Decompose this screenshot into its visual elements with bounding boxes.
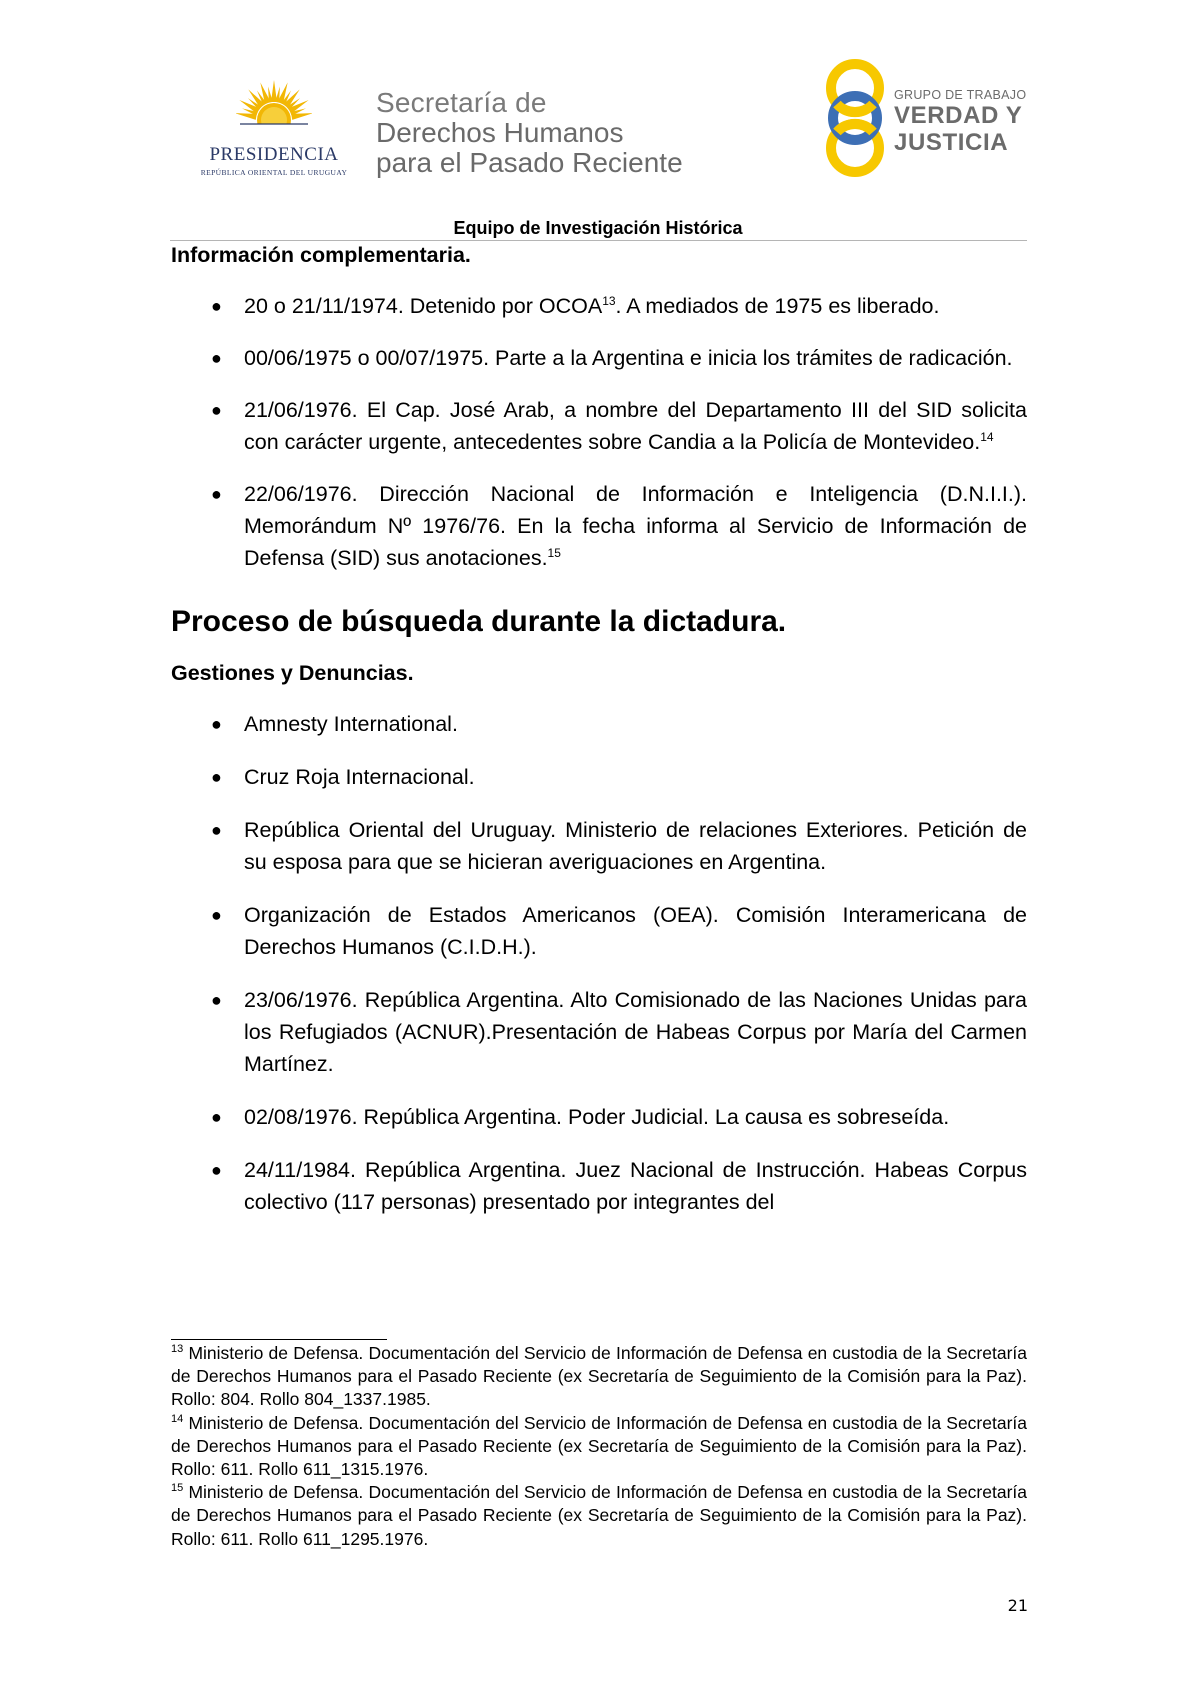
page-content <box>171 240 1027 1218</box>
list-item: ● 02/08/1976. República Argentina. Poder Judicial. La causa es sobreseída. <box>171 1101 1027 1133</box>
footnote-divider <box>171 1339 387 1340</box>
section-heading-info: Información complementaria. <box>171 243 471 267</box>
bullet-icon: ● <box>211 1160 222 1180</box>
presidencia-wordmark: PRESIDENCIA <box>209 144 339 165</box>
footnote-13: $^{13}$ Ministerio de Defensa. Documentación del Servicio de Información de Defensa en custodia de la Secretaría de Derechos Humanos para el Pasado Reciente (ex Secretaría de Seguimiento de la Comisión para la Paz). Rollo: 804. Rollo 804_1337.1985. <box>171 1343 1027 1410</box>
team-title: Equipo de Investigación Histórica <box>453 218 743 238</box>
secretaria-title <box>376 88 683 178</box>
bullet-icon: ● <box>211 820 222 840</box>
grupo-trabajo-line-1: GRUPO DE TRABAJO <box>894 88 1027 102</box>
bullet-icon: ● <box>211 1107 222 1127</box>
grupo-trabajo-text <box>894 88 1026 156</box>
bullet-icon: ● <box>211 484 222 504</box>
bullet-icon: ● <box>211 905 222 925</box>
section-title-busqueda: Proceso de búsqueda durante la dictadura. <box>171 605 787 638</box>
list-item: ● Amnesty International. <box>171 708 1027 740</box>
info-list <box>171 290 1027 574</box>
secretaria-line-1: Secretaría de <box>376 87 547 118</box>
list-item: ● Organización de Estados Americanos (OEA). Comisión Interamericana de Derechos Humanos (C.I.D.H.). <box>171 899 1027 963</box>
bullet-icon: ● <box>211 348 222 368</box>
list-item: ● Cruz Roja Internacional. <box>171 761 1027 793</box>
grupo-trabajo-line-3: JUSTICIA <box>894 129 1009 156</box>
section-heading-gestiones: Gestiones y Denuncias. <box>171 661 414 685</box>
page-number: 21 <box>1007 1596 1028 1615</box>
list-item: ● 24/11/1984. República Argentina. Juez Nacional de Instrucción. Habeas Corpus colectivo (117 personas) presentado por integrantes del <box>171 1154 1027 1218</box>
footnote-14: $^{14}$ Ministerio de Defensa. Documentación del Servicio de Información de Defensa en custodia de la Secretaría de Derechos Humanos para el Pasado Reciente (ex Secretaría de Seguimiento de la Comisión para la Paz). Rollo: 611. Rollo 611_1315.1976. <box>171 1412 1027 1480</box>
footnotes <box>171 1342 1027 1551</box>
bullet-icon: ● <box>211 296 222 316</box>
list-item: ● 21/06/1976. El Cap. José Arab, a nombre del Departamento III del SID solicita con carácter urgente, antecedentes sobre Candia a la Policía de Montevideo.$^{14}$ <box>171 394 1027 458</box>
republica-wordmark: REPÚBLICA ORIENTAL DEL URUGUAY <box>200 168 348 177</box>
gestiones-list <box>171 708 1027 1218</box>
list-item: ● 20 o 21/11/1974. Detenido por OCOA$^{13}$. A mediados de 1975 es liberado. <box>171 290 1027 322</box>
sun-emblem-icon <box>236 78 312 148</box>
list-item: ● 00/06/1975 o 00/07/1975. Parte a la Argentina e inicia los trámites de radicación. <box>171 342 1027 374</box>
list-item: ● República Oriental del Uruguay. Ministerio de relaciones Exteriores. Petición de su esposa para que se hicieran averiguaciones en Argentina. <box>171 814 1027 878</box>
bullet-icon: ● <box>211 990 222 1010</box>
bullet-icon: ● <box>211 767 222 787</box>
bullet-icon: ● <box>211 714 222 734</box>
footnote-15: $^{15}$ Ministerio de Defensa. Documentación del Servicio de Información de Defensa en custodia de la Secretaría de Derechos Humanos para el Pasado Reciente (ex Secretaría de Seguimiento de la Comisión para la Paz). Rollo: 611. Rollo 611_1295.1976. <box>171 1482 1027 1549</box>
presidencia-logo <box>196 78 352 178</box>
interlocking-rings-icon <box>820 56 890 181</box>
list-item: ● 22/06/1976. Dirección Nacional de Información e Inteligencia (D.N.I.I.). Memorándum Nº 1976/76. En la fecha informa al Servicio de Información de Defensa (SID) sus anotaciones.$^{15}$ <box>171 478 1027 574</box>
bullet-icon: ● <box>211 400 222 420</box>
grupo-trabajo-logo <box>820 56 1030 181</box>
secretaria-line-3: para el Pasado Reciente <box>376 147 683 178</box>
list-item: ● 23/06/1976. República Argentina. Alto Comisionado de las Naciones Unidas para los Refugiados (ACNUR).Presentación de Habeas Corpus por María del Carmen Martínez. <box>171 984 1027 1080</box>
grupo-trabajo-line-2: VERDAD Y <box>894 102 1023 129</box>
secretaria-line-2: Derechos Humanos <box>376 117 624 148</box>
